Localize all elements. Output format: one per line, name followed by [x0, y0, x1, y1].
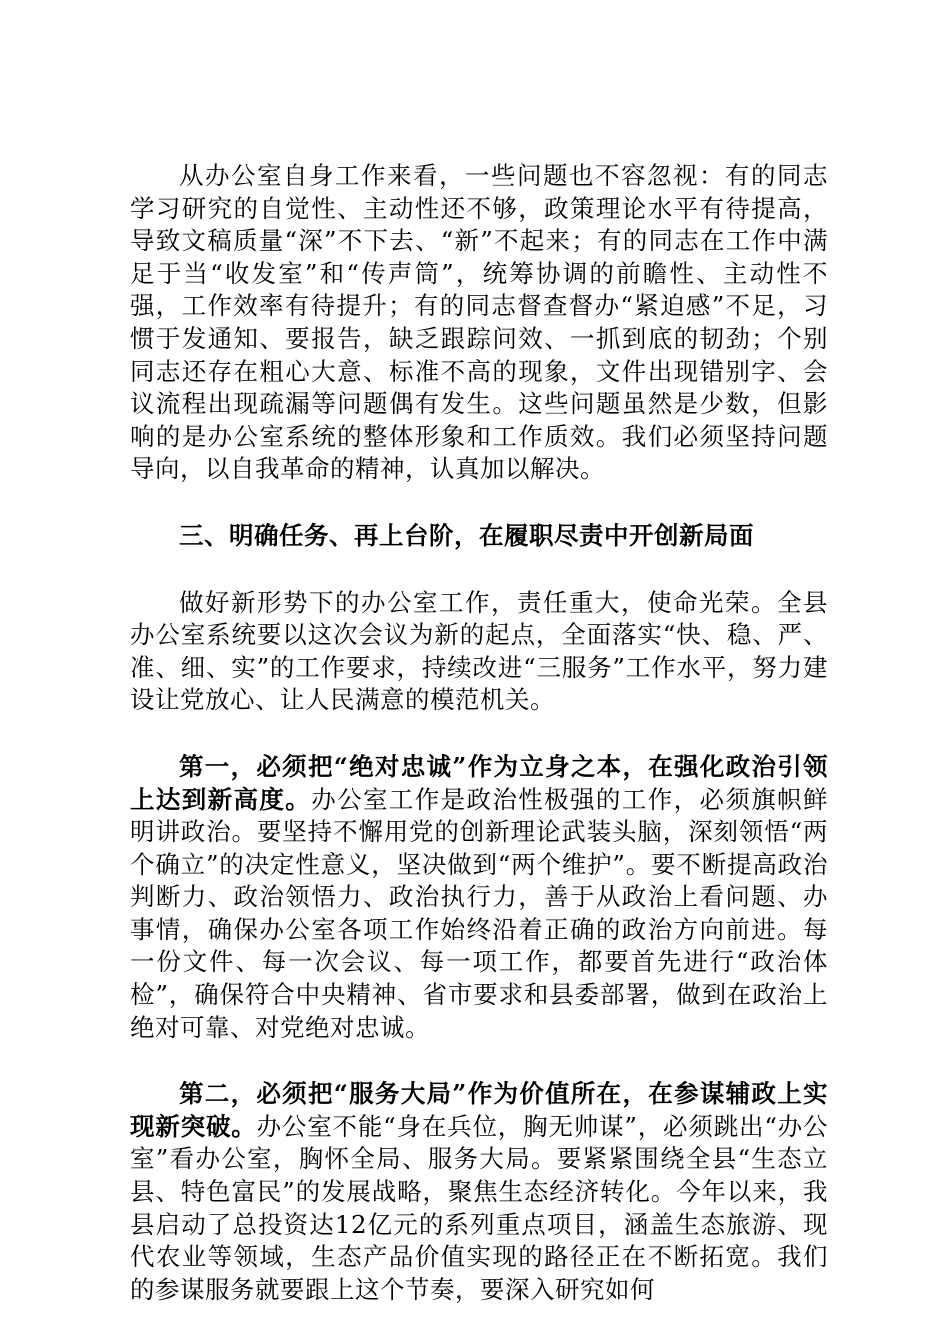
paragraph-second-point	[130, 1078, 828, 1306]
paragraph-intro: 做好新形势下的办公室工作，责任重大，使命光荣。全县办公室系统要以这次会议为新的起点，全面落实“快、稳、严、准、细、实”的工作要求，持续改进“三服务”工作水平，努力建设让党放心、让人民满意的模范机关。	[130, 587, 828, 715]
paragraph-problems: 从办公室自身工作来看，一些问题也不容忽视：有的同志学习研究的自觉性、主动性还不够，政策理论水平有待提高，导致文稿质量“深”不下去、“新”不起来；有的同志在工作中满足于当“收发室”和“传声筒”，统筹协调的前瞻性、主动性不强，工作效率有待提升；有的同志督查督办“紧迫感”不足，习惯于发通知、要报告，缺乏跟踪问效、一抓到底的韧劲；个别同志还存在粗心大意、标准不高的现象，文件出现错别字、会议流程出现疏漏等问题偶有发生。这些问题虽然是少数，但影响的是办公室系统的整体形象和工作质效。我们必须坚持问题导向，以自我革命的精神，认真加以解决。	[130, 161, 828, 484]
first-point-body: 办公室工作是政治性极强的工作，必须旗帜鲜明讲政治。要坚持不懈用党的创新理论武装头脑，深刻领悟“两个确立”的决定性意义，坚决做到“两个维护”。要不断提高政治判断力、政治领悟力、政治执行力，善于从政治上看问题、办事情，确保办公室各项工作始终沿着正确的政治方向前进。每一份文件、每一次会议、每一项工作，都要首先进行“政治体检”，确保符合中央精神、省市要求和县委部署，做到在政治上绝对可靠、对党绝对忠诚。	[130, 784, 829, 1042]
second-point-body: 办公室不能“身在兵位，胸无帅谋”，必须跳出“办公室”看办公室，胸怀全局、服务大局。要紧紧围绕全县“生态立县、特色富民”的发展战略，聚焦生态经济转化。今年以来，我县启动了总投资达12亿元的系列重点项目，涵盖生态旅游、现代农业等领域，生态产品价值实现的路径正在不断拓宽。我们的参谋服务就要跟上这个节奏，要深入研究如何	[130, 1111, 828, 1304]
paragraph-first-point	[130, 751, 828, 1044]
section-heading-3: 三、明确任务、再上台阶，在履职尽责中开创新局面	[179, 520, 754, 550]
second-point-lead: 第二，必须把“服务大局”作为价值所在，在参谋辅政上实现新突破。	[130, 1079, 828, 1141]
first-point-lead: 第一，必须把“绝对忠诚”作为立身之本，在强化政治引领上达到新高度。	[130, 751, 828, 814]
document-page	[130, 160, 828, 1306]
